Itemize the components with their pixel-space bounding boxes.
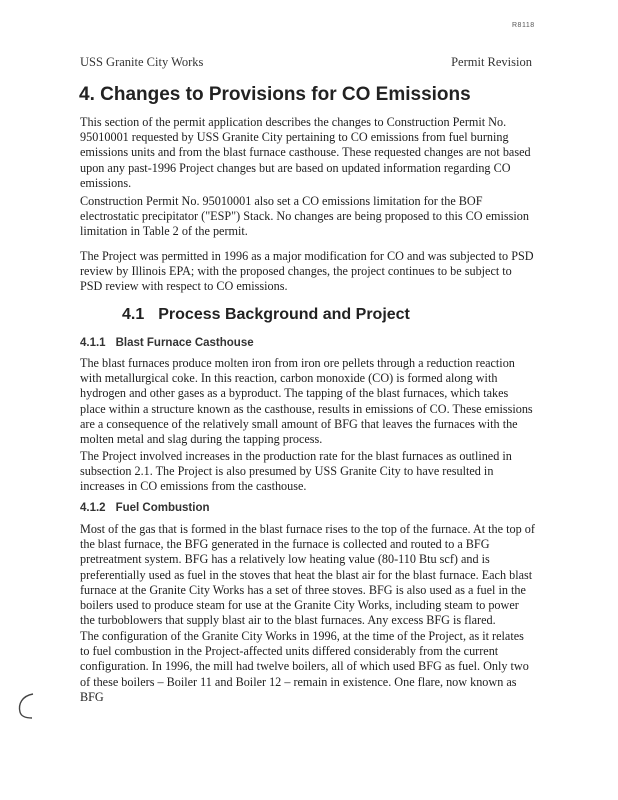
document-stamp: R8118 bbox=[512, 22, 535, 29]
section-heading-4-1 bbox=[122, 306, 410, 324]
casthouse-paragraph-2: The Project involved increases in the production rate for the blast furnaces as outlined in subsection 2.1. The Project is also presumed by USS Granite City to have resulted in increases in CO emissions from the casthouse. bbox=[80, 449, 512, 494]
chapter-paragraph-3: The Project was permitted in 1996 as a major modification for CO and was subjected to PSD review by Illinois EPA; with the proposed changes, the project continues to be subject to PSD review with respect to CO emissions. bbox=[80, 249, 534, 294]
chapter-title: 4. Changes to Provisions for CO Emissions bbox=[79, 84, 471, 105]
running-header-left: USS Granite City Works bbox=[80, 55, 204, 69]
section-title: Process Background and Project bbox=[158, 306, 410, 323]
running-header-right: Permit Revision bbox=[451, 55, 532, 69]
scan-mark-icon bbox=[16, 692, 38, 720]
fuel-combustion-paragraph-2: The configuration of the Granite City Works in 1996, at the time of the Project, as it relates to fuel combustion in the Project-affected units differed considerably from the current configuration. In 1996, the mill had twelve boilers, all of which used BFG as fuel. Only two of these boilers – Boiler 11 and Boiler 12 – remain in existence. One flare, now known as BFG bbox=[80, 629, 529, 704]
subsection-number: 4.1.1 bbox=[80, 337, 106, 349]
subsection-title: Blast Furnace Casthouse bbox=[115, 337, 254, 349]
subsection-heading-4-1-2 bbox=[80, 502, 210, 514]
section-number: 4.1 bbox=[122, 306, 145, 323]
chapter-paragraph-2: Construction Permit No. 95010001 also set a CO emissions limitation for the BOF electrostatic precipitator ("ESP") Stack. No changes are being proposed to this CO emission limitation in Table 2 of the permit. bbox=[80, 194, 529, 239]
fuel-combustion-paragraph-1: Most of the gas that is formed in the blast furnace rises to the top of the furnace. At the top of the blast furnace, the BFG generated in the furnace is collected and routed to a BFG pretreatment system. BFG has a relatively low heating value (80-110 Btu scf) and is preferentially used as fuel in the stoves that heat the blast air for the blast furnace. Each blast furnace at the Granite City Works has a set of three stoves. BFG is also used as a fuel in the boilers used to produce steam for use at the Granite City Works, including steam to power the turboblowers that supply blast air to the blast furnaces. Any excess BFG is flared. bbox=[80, 522, 535, 628]
subsection-number: 4.1.2 bbox=[80, 502, 106, 514]
subsection-heading-4-1-1 bbox=[80, 337, 254, 349]
chapter-paragraph-1: This section of the permit application describes the changes to Construction Permit No. 95010001 requested by USS Granite City pertaining to CO emissions from fuel burning emissions units and from the blast furnace casthouse. These requested changes are not based upon any past-1996 Project changes but are based on updated information regarding CO emissions. bbox=[80, 115, 531, 190]
casthouse-paragraph-1: The blast furnaces produce molten iron from iron ore pellets through a reduction reaction with metallurgical coke. In this reaction, carbon monoxide (CO) is formed along with hydrogen and other gases as a byproduct. The tapping of the blast furnaces, which takes place within a structure known as the casthouse, results in emissions of CO. These emissions are a consequence of the relatively small amount of BFG that leaves the furnaces with the molten metal and slag during the tapping process. bbox=[80, 356, 533, 447]
subsection-title: Fuel Combustion bbox=[115, 502, 210, 514]
